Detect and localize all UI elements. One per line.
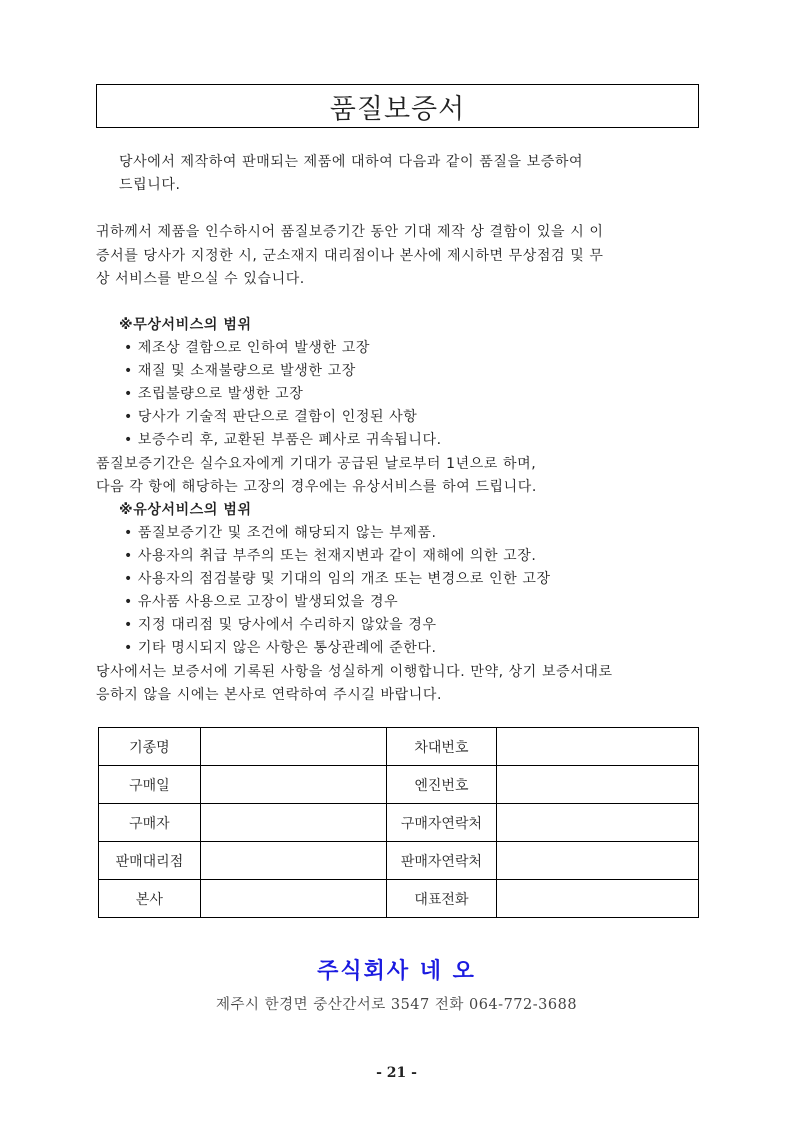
title-box <box>96 84 699 128</box>
main-phone-value[interactable] <box>497 880 699 918</box>
company-address: 제주시 한경면 중산간서로 3547 전화 064-772-3688 <box>215 997 578 1013</box>
table-row <box>99 804 699 842</box>
chassis-number-label: 차대번호 <box>386 728 497 766</box>
paid-service-heading: ※유상서비스의 범위 <box>119 502 252 518</box>
page-title: 품질보증서 <box>329 93 466 125</box>
free-service-item: • 재질 및 소재불량으로 발생한 고장 <box>124 363 356 379</box>
paid-service-item: • 사용자의 취급 부주의 또는 천재지변과 같이 재해에 의한 고장. <box>124 548 537 564</box>
purchase-date-label: 구매일 <box>99 766 201 804</box>
seller-contact-label: 판매자연락처 <box>386 842 497 880</box>
company-name: 주식회사 네 오 <box>317 959 476 984</box>
warranty-period-line-2: 다음 각 항에 해당하는 고장의 경우에는 유상서비스를 하여 드립니다. <box>96 479 537 495</box>
buyer-value[interactable] <box>200 804 386 842</box>
closing-line-1: 당사에서는 보증서에 기록된 사항을 성실하게 이행합니다. 만약, 상기 보증서대로 <box>96 664 613 680</box>
dealer-value[interactable] <box>200 842 386 880</box>
engine-number-value[interactable] <box>497 766 699 804</box>
table-row <box>99 842 699 880</box>
paid-service-item: • 품질보증기간 및 조건에 해당되지 않는 부제품. <box>124 525 437 541</box>
free-service-item: • 당사가 기술적 판단으로 결함이 인정된 사항 <box>124 409 418 425</box>
head-office-value[interactable] <box>200 880 386 918</box>
paid-service-item: • 유사품 사용으로 고장이 발생되었을 경우 <box>124 594 399 610</box>
chassis-number-value[interactable] <box>497 728 699 766</box>
warranty-info-table <box>98 727 699 918</box>
buyer-contact-value[interactable] <box>497 804 699 842</box>
engine-number-label: 엔진번호 <box>386 766 497 804</box>
seller-contact-value[interactable] <box>497 842 699 880</box>
paid-service-item: • 기타 명시되지 않은 사항은 통상관례에 준한다. <box>124 640 437 656</box>
intro-line-2: 드립니다. <box>119 177 181 193</box>
table-row <box>99 766 699 804</box>
free-service-item: • 조립불량으로 발생한 고장 <box>124 386 304 402</box>
intro-line-1: 당사에서 제작하여 판매되는 제품에 대하여 다음과 같이 품질을 보증하여 <box>119 154 584 170</box>
purchase-date-value[interactable] <box>200 766 386 804</box>
paragraph2-line-3: 상 서비스를 받으실 수 있습니다. <box>96 271 305 287</box>
warranty-period-line-1: 품질보증기간은 실수요자에게 기대가 공급된 날로부터 1년으로 하며, <box>96 456 537 472</box>
buyer-label: 구매자 <box>99 804 201 842</box>
paid-service-item: • 지정 대리점 및 당사에서 수리하지 않았을 경우 <box>124 617 437 633</box>
page-number: - 21 - <box>376 1065 417 1081</box>
model-name-label: 기종명 <box>99 728 201 766</box>
main-phone-label: 대표전화 <box>386 880 497 918</box>
model-name-value[interactable] <box>200 728 386 766</box>
head-office-label: 본사 <box>99 880 201 918</box>
table-row <box>99 880 699 918</box>
buyer-contact-label: 구매자연락처 <box>386 804 497 842</box>
closing-line-2: 응하지 않을 시에는 본사로 연락하여 주시길 바랍니다. <box>96 687 443 703</box>
table-row <box>99 728 699 766</box>
free-service-item: • 제조상 결함으로 인하여 발생한 고장 <box>124 340 370 356</box>
dealer-label: 판매대리점 <box>99 842 201 880</box>
paragraph2-line-2: 증서를 당사가 지정한 시, 군소재지 대리점이나 본사에 제시하면 무상점검 및 무 <box>96 248 604 264</box>
paragraph2-line-1: 귀하께서 제품을 인수하시어 품질보증기간 동안 기대 제작 상 결함이 있을 시 이 <box>96 224 604 240</box>
free-service-item: • 보증수리 후, 교환된 부품은 폐사로 귀속됩니다. <box>124 432 442 448</box>
paid-service-item: • 사용자의 점검불량 및 기대의 임의 개조 또는 변경으로 인한 고장 <box>124 571 551 587</box>
free-service-heading: ※무상서비스의 범위 <box>119 317 252 333</box>
